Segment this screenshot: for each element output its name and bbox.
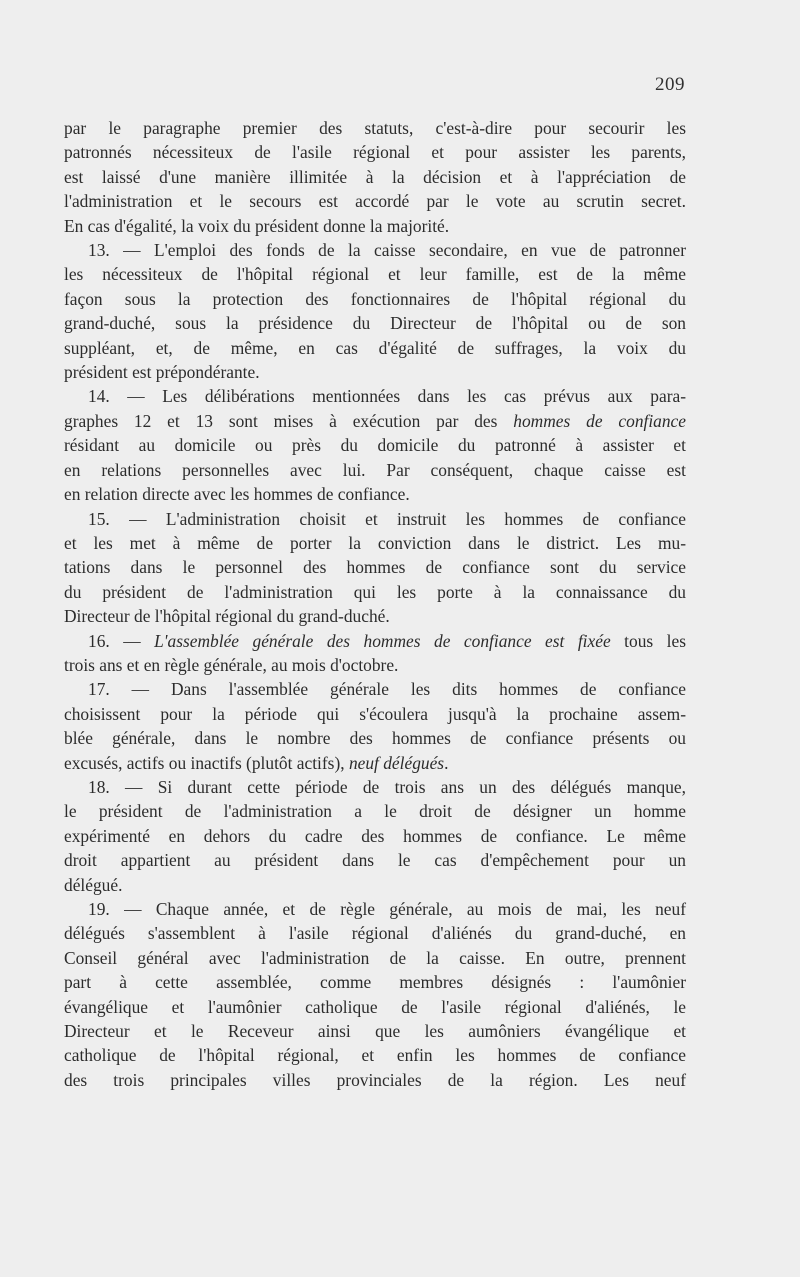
text-line: excusés, actifs ou inactifs (plutôt actifs), neuf délégués.: [64, 752, 449, 773]
text-line: droit appartient au président dans le cas d'empêchement pour un: [64, 850, 686, 871]
text-line: grand-duché, sous la présidence du Directeur de l'hôpital ou de son: [64, 313, 686, 334]
text-line: et les met à même de porter la conviction dans le district. Les mu-: [64, 532, 686, 553]
body-text: [64, 116, 686, 1092]
text-line: est laissé d'une manière illimitée à la décision et à l'appréciation de: [64, 166, 686, 187]
text-line: trois ans et en règle générale, au mois d'octobre.: [64, 654, 399, 675]
text-line: part à cette assemblée, comme membres désignés : l'aumônier: [64, 972, 686, 993]
text-line: suppléant, et, de même, en cas d'égalité de suffrages, la voix du: [64, 337, 686, 358]
text-line: 13. — L'emploi des fonds de la caisse secondaire, en vue de patronner: [88, 240, 686, 261]
text-line: des trois principales villes provinciales de la région. Les neuf: [64, 1069, 686, 1090]
text-line: 17. — Dans l'assemblée générale les dits hommes de confiance: [88, 679, 686, 700]
text-line: Conseil général avec l'administration de la caisse. En outre, prennent: [64, 947, 686, 968]
text-line: En cas d'égalité, la voix du président donne la majorité.: [64, 215, 450, 236]
text-line: catholique de l'hôpital régional, et enfin les hommes de confiance: [64, 1045, 686, 1066]
text-line: tations dans le personnel des hommes de confiance sont du service: [64, 557, 686, 578]
text-line: expérimenté en dehors du cadre des hommes de confiance. Le même: [64, 825, 686, 846]
text-line: 16. — L'assemblée générale des hommes de confiance est fixée tous les: [88, 630, 686, 651]
text-line: le président de l'administration a le droit de désigner un homme: [64, 801, 686, 822]
paragraph-p19: [64, 897, 686, 1092]
text-line: Directeur de l'hôpital régional du grand-duché.: [64, 606, 390, 627]
text-line: en relations personnelles avec lui. Par conséquent, chaque caisse est: [64, 459, 686, 480]
text-line: 14. — Les délibérations mentionnées dans les cas prévus aux para-: [88, 386, 686, 407]
text-line: résidant au domicile ou près du domicile du patronné à assister et: [64, 435, 686, 456]
text-line: blée générale, dans le nombre des hommes de confiance présents ou: [64, 728, 686, 749]
text-line: 15. — L'administration choisit et instruit les hommes de confiance: [88, 508, 686, 529]
text-line: les nécessiteux de l'hôpital régional et leur famille, est de la même: [64, 264, 686, 285]
text-line: président est prépondérante.: [64, 362, 260, 383]
text-line: par le paragraphe premier des statuts, c'est-à-dire pour secourir les: [64, 118, 686, 138]
text-line: choisissent pour la période qui s'écoulera jusqu'à la prochaine assem-: [64, 703, 686, 724]
page-number: 209: [655, 74, 685, 95]
text-line: du président de l'administration qui les porte à la connaissance du: [64, 581, 686, 602]
text-line: délégués s'assemblent à l'asile régional d'aliénés du grand-duché, en: [64, 923, 686, 944]
text-line: 18. — Si durant cette période de trois ans un des délégués manque,: [88, 776, 686, 797]
text-line: évangélique et l'aumônier catholique de l'asile régional d'aliénés, le: [64, 996, 686, 1017]
text-line: l'administration et le secours est accordé par le vote au scrutin secret.: [64, 191, 686, 212]
paragraph-p12-cont: [64, 116, 686, 238]
text-line: façon sous la protection des fonctionnaires de l'hôpital régional du: [64, 288, 686, 309]
text-line: en relation directe avec les hommes de confiance.: [64, 484, 410, 505]
paragraph-p15: [64, 507, 686, 629]
text-line: patronnés nécessiteux de l'asile régional et pour assister les parents,: [64, 142, 686, 163]
paragraph-p16: [64, 629, 686, 678]
text-line: graphes 12 et 13 sont mises à exécution par des hommes de confiance: [64, 410, 686, 431]
paragraph-p18: [64, 775, 686, 897]
text-line: délégué.: [64, 874, 123, 895]
text-line: Directeur et le Receveur ainsi que les aumôniers évangélique et: [64, 1021, 686, 1042]
text-line: 19. — Chaque année, et de règle générale, au mois de mai, les neuf: [88, 899, 686, 919]
paragraph-p13: [64, 238, 686, 384]
paragraph-p17: [64, 677, 686, 775]
paragraph-p14: [64, 384, 686, 506]
